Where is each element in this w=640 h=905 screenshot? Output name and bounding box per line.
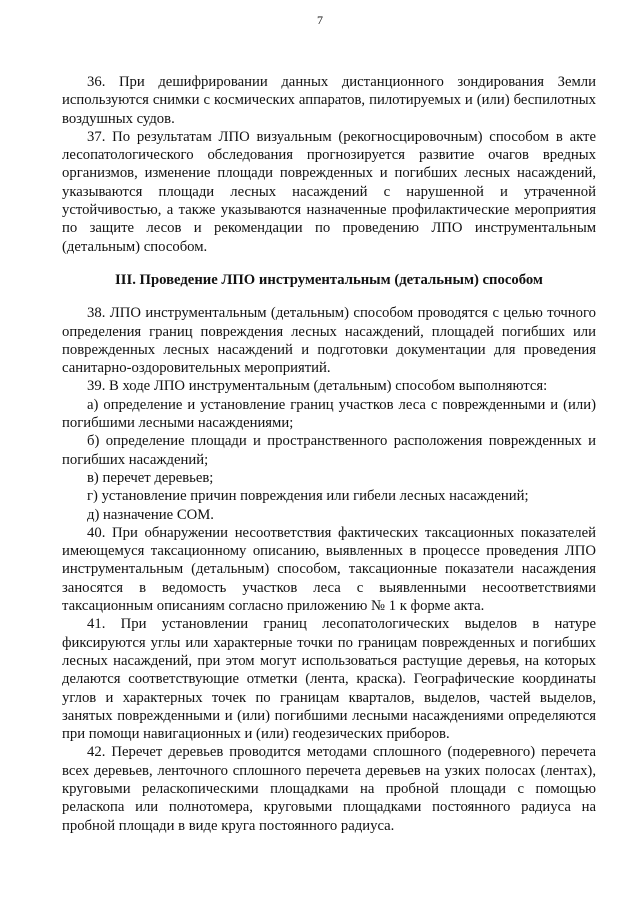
- section-heading: III. Проведение ЛПО инструментальным (детальным) способом: [115, 271, 543, 288]
- paragraph-37: 37. По результатам ЛПО визуальным (рекогносцировочным) способом в акте лесопатологического обследования прогнозируется развитие очагов вредных организмов, изменение площади поврежденных и погибших лесных насаждений, указываются площади лесных насаждений с нарушенной и утраченной устойчивостью, а также указываются назначенные профилактические мероприятия по защите лесов и рекомендации по проведению ЛПО инструментальным (детальным) способом.: [62, 128, 596, 255]
- page-number: 7: [317, 13, 323, 27]
- list-item-b: б) определение площади и пространственного расположения поврежденных и погибших насаждений;: [62, 433, 596, 468]
- list-item-a: а) определение и установление границ участков леса с поврежденными и (или) погибшими лесными насаждениями;: [62, 396, 596, 432]
- paragraph-41: 41. При установлении границ лесопатологических выделов в натуре фиксируются углы или характерные точки по границам поврежденных и погибших лесных насаждений, при этом могут использоваться растущие деревья, на которых делаются соответствующие отметки (лента, краска). Географические координаты углов и характерных точек по границам кварталов, выделов, частей выделов, занятых поврежденными и (или) погибшими лесными насаждениями определяются при помощи навигационных и (или) геодезических приборов.: [62, 616, 596, 743]
- list-item-g: г) установление причин повреждения или гибели лесных насаждений;: [87, 488, 529, 505]
- list-item-d: д) назначение СОМ.: [87, 506, 214, 523]
- paragraph-39: 39. В ходе ЛПО инструментальным (детальным) способом выполняются:: [87, 378, 548, 395]
- document-body: [62, 73, 596, 835]
- list-item-v: в) перечет деревьев;: [87, 469, 214, 486]
- paragraph-36: 36. При дешифрировании данных дистанционного зондирования Земли используются снимки с космических аппаратов, пилотируемых и (или) беспилотных воздушных судов.: [62, 74, 596, 127]
- paragraph-42: 42. Перечет деревьев проводится методами сплошного (подеревного) перечета всех деревьев, ленточного сплошного перечета деревьев на узких полосах (лентах), круговыми реласкопическими площадками на пробной площади с помощью реласкопа или полнотомера, круговыми площадками постоянного радиуса на пробной площади в виде круга постоянного радиуса.: [62, 744, 596, 834]
- paragraph-38: 38. ЛПО инструментальным (детальным) способом проводятся с целью точного определения границ повреждения лесных насаждений, площадей погибших или поврежденных лесных насаждений и подготовки документации для проведения санитарно-оздоровительных мероприятий.: [62, 305, 596, 377]
- paragraph-40: 40. При обнаружении несоответствия фактических таксационных показателей имеющемуся таксационному описанию, выявленных в процессе проведения ЛПО инструментальным (детальным) способом, таксационные показатели насаждения заносятся в ведомость участков леса с выявленными несоответствиями таксационным описаниям согласно приложению № 1 к форме акта.: [62, 524, 596, 615]
